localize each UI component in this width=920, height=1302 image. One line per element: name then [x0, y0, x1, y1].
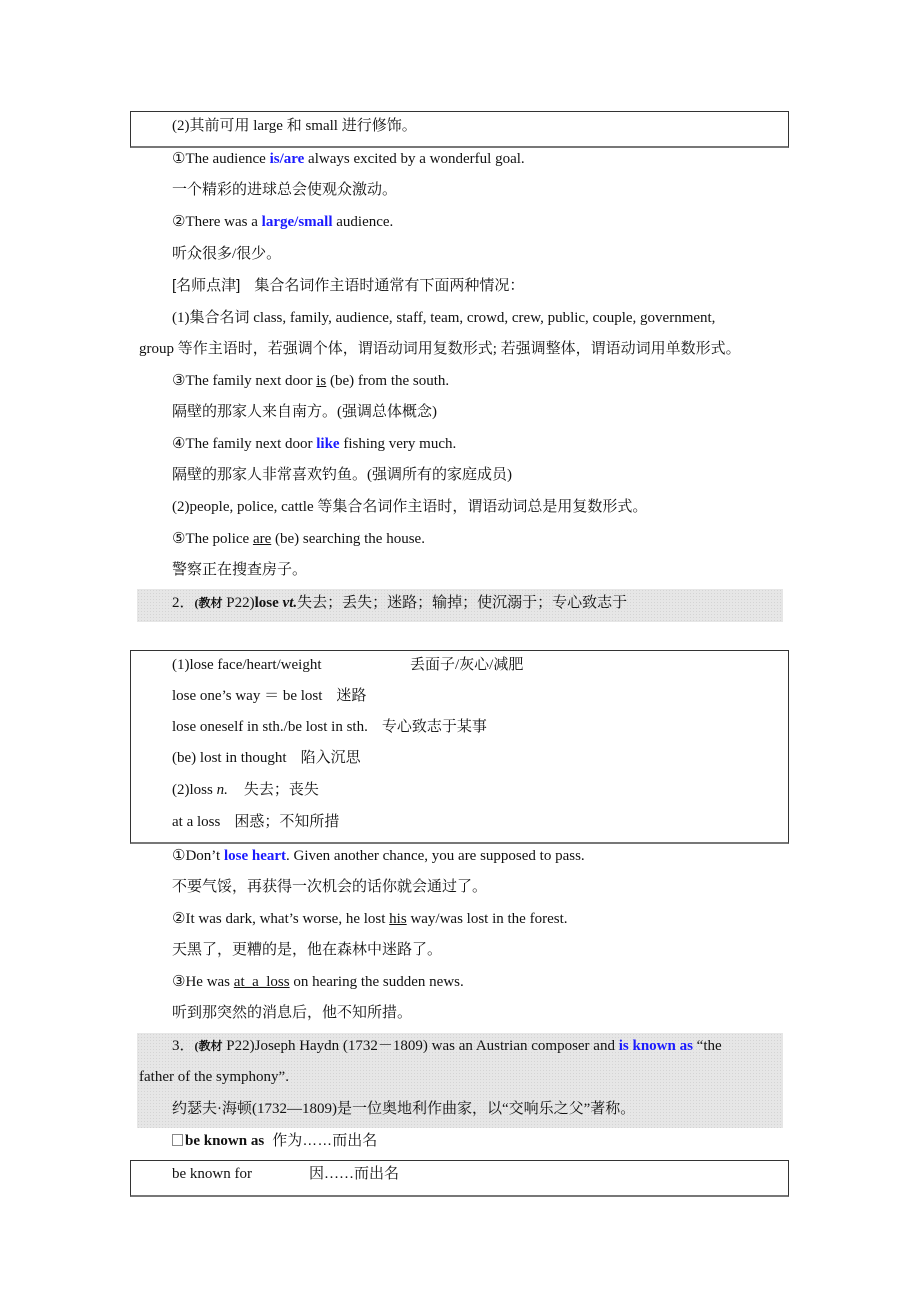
- answer-highlight: like: [316, 436, 340, 452]
- example-5-cn: 警察正在搜查房子。: [172, 562, 308, 578]
- example-3-en: ③The family next door is (be) from the south.: [172, 373, 450, 389]
- example-5-en: ⑤The police are (be) searching the house.: [172, 531, 425, 547]
- lose-example-1-cn: 不要气馁，再获得一次机会的话你就会通过了。: [172, 879, 488, 895]
- answer-underline: his: [389, 911, 407, 927]
- phrase-heading: be known as 作为……而出名: [172, 1131, 377, 1151]
- rule-1-line-1: (1)集合名词 class, family, audience, staff, team, crowd, crew, public, couple, government,: [172, 310, 716, 326]
- section-2-heading: 2．(教材 P22)lose vt.失去；丢失；迷路；输掉；使沉溺于；专心致志于: [172, 594, 628, 611]
- phrase-item: be known for 因……而出名: [172, 1166, 400, 1182]
- checkbox-icon: [172, 1134, 183, 1146]
- example-1-cn: 一个精彩的进球总会使观众激动。: [172, 182, 398, 198]
- lose-example-3-en: ③He was at_a_loss on hearing the sudden news.: [172, 974, 464, 990]
- rule-2: (2)people, police, cattle 等集合名词作主语时，谓语动词总是用复数形式。: [172, 499, 648, 515]
- answer-highlight: large/small: [261, 214, 333, 230]
- lose-example-2-cn: 天黑了，更糟的是，他在森林中迷路了。: [172, 942, 443, 958]
- rule-1-line-2: group 等作主语时，若强调个体，谓语动词用复数形式; 若强调整体，谓语动词用单数形式。: [139, 341, 741, 357]
- answer-highlight: is known as: [618, 1038, 693, 1054]
- example-2-cn: 听众很多/很少。: [172, 246, 282, 262]
- example-4-en: ④The family next door like fishing very much.: [172, 436, 457, 452]
- note-modifiers: (2)其前可用 large 和 small 进行修饰。: [172, 118, 417, 134]
- phrase-item: (be) lost in thought 陷入沉思: [172, 750, 361, 766]
- example-3-cn: 隔壁的那家人来自南方。(强调总体概念): [172, 404, 437, 420]
- phrase-item: lose one’s way ＝ be lost 迷路: [172, 688, 367, 704]
- answer-underline: at_a_loss: [233, 974, 290, 990]
- phrase-item: (2)loss n. 失去；丧失: [172, 782, 319, 798]
- lose-example-2-en: ②It was dark, what’s worse, he lost his way/was lost in the forest.: [172, 911, 568, 927]
- phrase-item: at a loss 困惑；不知所措: [172, 814, 340, 830]
- answer-underline: are: [252, 531, 272, 547]
- section-3-translation: 约瑟夫·海顿(1732—1809)是一位奥地利作曲家，以“交响乐之父”著称。: [172, 1101, 636, 1117]
- answer-underline: is: [316, 373, 327, 389]
- phrase-item: (1)lose face/heart/weight 丢面子/灰心/减肥: [172, 657, 524, 673]
- lose-example-1-en: ①Don’t lose heart. Given another chance, you are supposed to pass.: [172, 848, 585, 864]
- teacher-tip: [名师点津] 集合名词作主语时通常有下面两种情况：: [172, 277, 525, 294]
- section-3-heading-line-2: father of the symphony”.: [139, 1069, 289, 1085]
- example-1-en: ①The audience is/are always excited by a wonderful goal.: [172, 151, 525, 167]
- lose-example-3-cn: 听到那突然的消息后，他不知所措。: [172, 1005, 413, 1021]
- section-3-heading-line-1: 3．(教材 P22)Joseph Haydn (1732－1809) was an Austrian composer and is known as “the: [172, 1038, 722, 1054]
- example-2-en: ②There was a large/small audience.: [172, 214, 394, 230]
- phrase-item: lose oneself in sth./be lost in sth. 专心致志于某事: [172, 719, 487, 735]
- example-4-cn: 隔壁的那家人非常喜欢钓鱼。(强调所有的家庭成员): [172, 467, 512, 483]
- answer-highlight: is/are: [269, 151, 305, 167]
- tip-label: [名师点津]: [172, 277, 241, 294]
- answer-highlight: lose heart: [223, 848, 287, 864]
